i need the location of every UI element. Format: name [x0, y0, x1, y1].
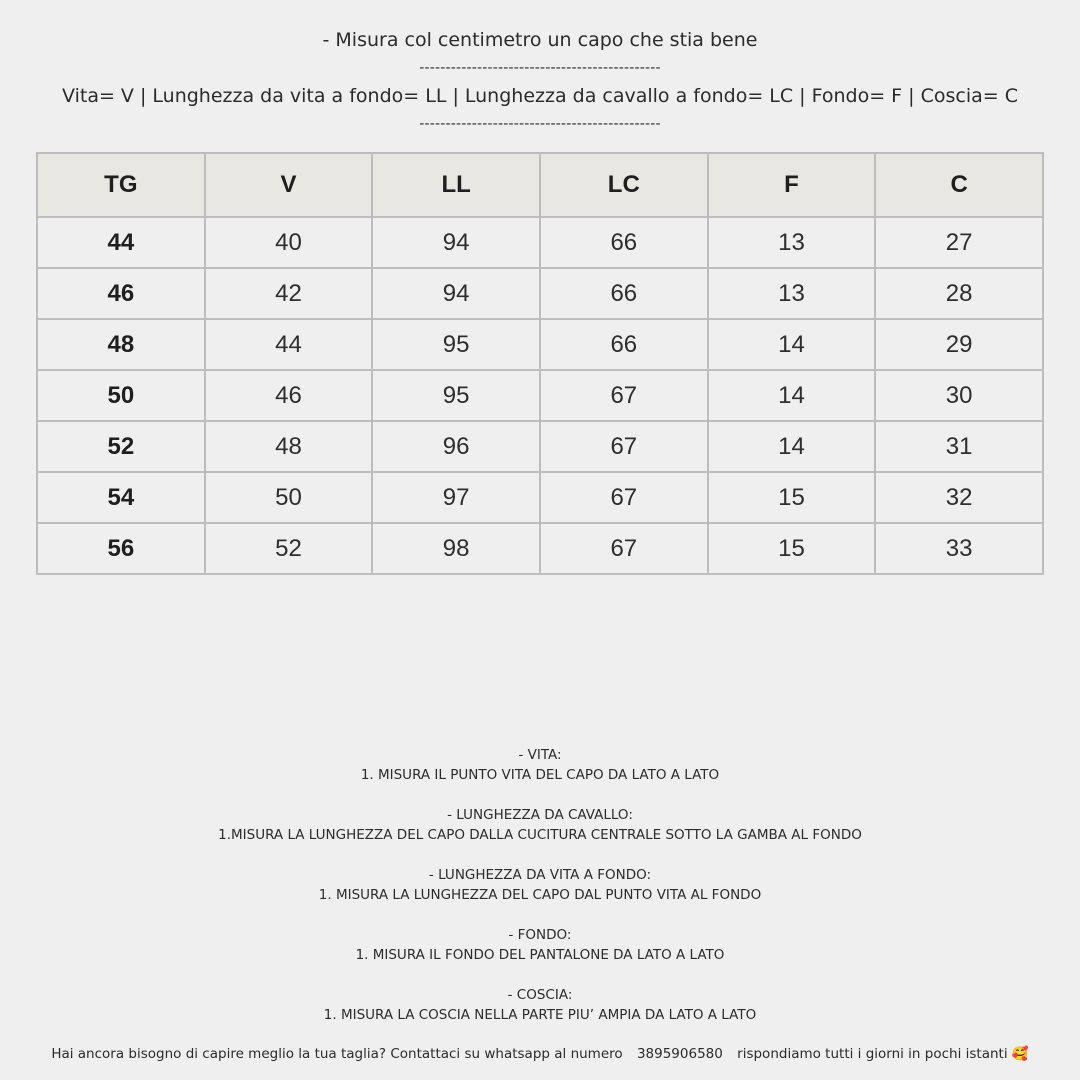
- instruction-lunghezza-vita: [0, 865, 1080, 905]
- column-header-c: C: [875, 153, 1043, 217]
- column-header-f: F: [708, 153, 876, 217]
- instruction-text: 1. MISURA LA COSCIA NELLA PARTE PIU’ AMPIA DA LATO A LATO: [323, 1007, 757, 1023]
- cell-ll: 94: [372, 268, 540, 319]
- header-intro: - Misura col centimetro un capo che stia bene: [322, 29, 758, 51]
- cell-size: 46: [37, 268, 205, 319]
- table-header-row: [37, 153, 1043, 217]
- cell-c: 29: [875, 319, 1043, 370]
- instruction-text: 1. MISURA IL FONDO DEL PANTALONE DA LATO A LATO: [355, 947, 725, 963]
- column-header-tg: TG: [37, 153, 205, 217]
- column-header-lc: LC: [540, 153, 708, 217]
- cell-size: 48: [37, 319, 205, 370]
- instruction-title: - COSCIA:: [507, 987, 573, 1003]
- contact-footer: [0, 1044, 1080, 1064]
- table-row: [37, 268, 1043, 319]
- cell-lc: 66: [540, 268, 708, 319]
- cell-c: 28: [875, 268, 1043, 319]
- cell-v: 40: [205, 217, 373, 268]
- cell-c: 30: [875, 370, 1043, 421]
- cell-ll: 95: [372, 319, 540, 370]
- header: [0, 26, 1080, 138]
- cell-v: 44: [205, 319, 373, 370]
- cell-lc: 67: [540, 472, 708, 523]
- instruction-text: 1. MISURA IL PUNTO VITA DEL CAPO DA LATO A LATO: [360, 767, 720, 783]
- cell-lc: 66: [540, 319, 708, 370]
- table-row: [37, 472, 1043, 523]
- cell-f: 13: [708, 268, 876, 319]
- footer-text-after: rispondiamo tutti i giorni in pochi istanti 🥰: [737, 1046, 1029, 1062]
- instruction-text: 1. MISURA LA LUNGHEZZA DEL CAPO DAL PUNTO VITA AL FONDO: [318, 887, 762, 903]
- cell-ll: 95: [372, 370, 540, 421]
- instruction-coscia: [0, 985, 1080, 1025]
- cell-size: 44: [37, 217, 205, 268]
- cell-f: 14: [708, 421, 876, 472]
- cell-v: 52: [205, 523, 373, 574]
- cell-lc: 66: [540, 217, 708, 268]
- cell-ll: 98: [372, 523, 540, 574]
- whatsapp-phone-number[interactable]: 3895906580: [636, 1046, 723, 1062]
- cell-c: 32: [875, 472, 1043, 523]
- instruction-title: - VITA:: [518, 747, 562, 763]
- cell-ll: 96: [372, 421, 540, 472]
- cell-f: 13: [708, 217, 876, 268]
- cell-f: 15: [708, 523, 876, 574]
- table-row: [37, 319, 1043, 370]
- instruction-lunghezza-cavallo: [0, 805, 1080, 845]
- column-header-v: V: [205, 153, 373, 217]
- cell-v: 50: [205, 472, 373, 523]
- column-header-ll: LL: [372, 153, 540, 217]
- header-legend: Vita= V | Lunghezza da vita a fondo= LL | Lunghezza da cavallo a fondo= LC | Fondo= F | Coscia= C: [62, 85, 1018, 107]
- instruction-vita: [0, 745, 1080, 785]
- table-row: [37, 370, 1043, 421]
- cell-size: 50: [37, 370, 205, 421]
- table-row: [37, 217, 1043, 268]
- cell-size: 56: [37, 523, 205, 574]
- footer-text-before: Hai ancora bisogno di capire meglio la tua taglia? Contattaci su whatsapp al numero: [51, 1046, 623, 1062]
- cell-ll: 94: [372, 217, 540, 268]
- instruction-title: - LUNGHEZZA DA VITA A FONDO:: [428, 867, 652, 883]
- header-separator-bottom: ----------------------------------------------: [419, 116, 661, 132]
- size-table: [36, 152, 1044, 575]
- cell-size: 52: [37, 421, 205, 472]
- cell-v: 48: [205, 421, 373, 472]
- cell-v: 42: [205, 268, 373, 319]
- cell-lc: 67: [540, 523, 708, 574]
- cell-ll: 97: [372, 472, 540, 523]
- cell-f: 14: [708, 370, 876, 421]
- instruction-title: - FONDO:: [508, 927, 572, 943]
- table-row: [37, 523, 1043, 574]
- cell-c: 31: [875, 421, 1043, 472]
- header-separator-top: ----------------------------------------------: [419, 60, 661, 76]
- cell-lc: 67: [540, 421, 708, 472]
- cell-v: 46: [205, 370, 373, 421]
- cell-c: 27: [875, 217, 1043, 268]
- instruction-text: 1.MISURA LA LUNGHEZZA DEL CAPO DALLA CUCITURA CENTRALE SOTTO LA GAMBA AL FONDO: [218, 827, 862, 843]
- cell-lc: 67: [540, 370, 708, 421]
- cell-f: 14: [708, 319, 876, 370]
- table-row: [37, 421, 1043, 472]
- instruction-fondo: [0, 925, 1080, 965]
- cell-c: 33: [875, 523, 1043, 574]
- instruction-title: - LUNGHEZZA DA CAVALLO:: [447, 807, 633, 823]
- cell-f: 15: [708, 472, 876, 523]
- measuring-instructions: [0, 745, 1080, 1045]
- cell-size: 54: [37, 472, 205, 523]
